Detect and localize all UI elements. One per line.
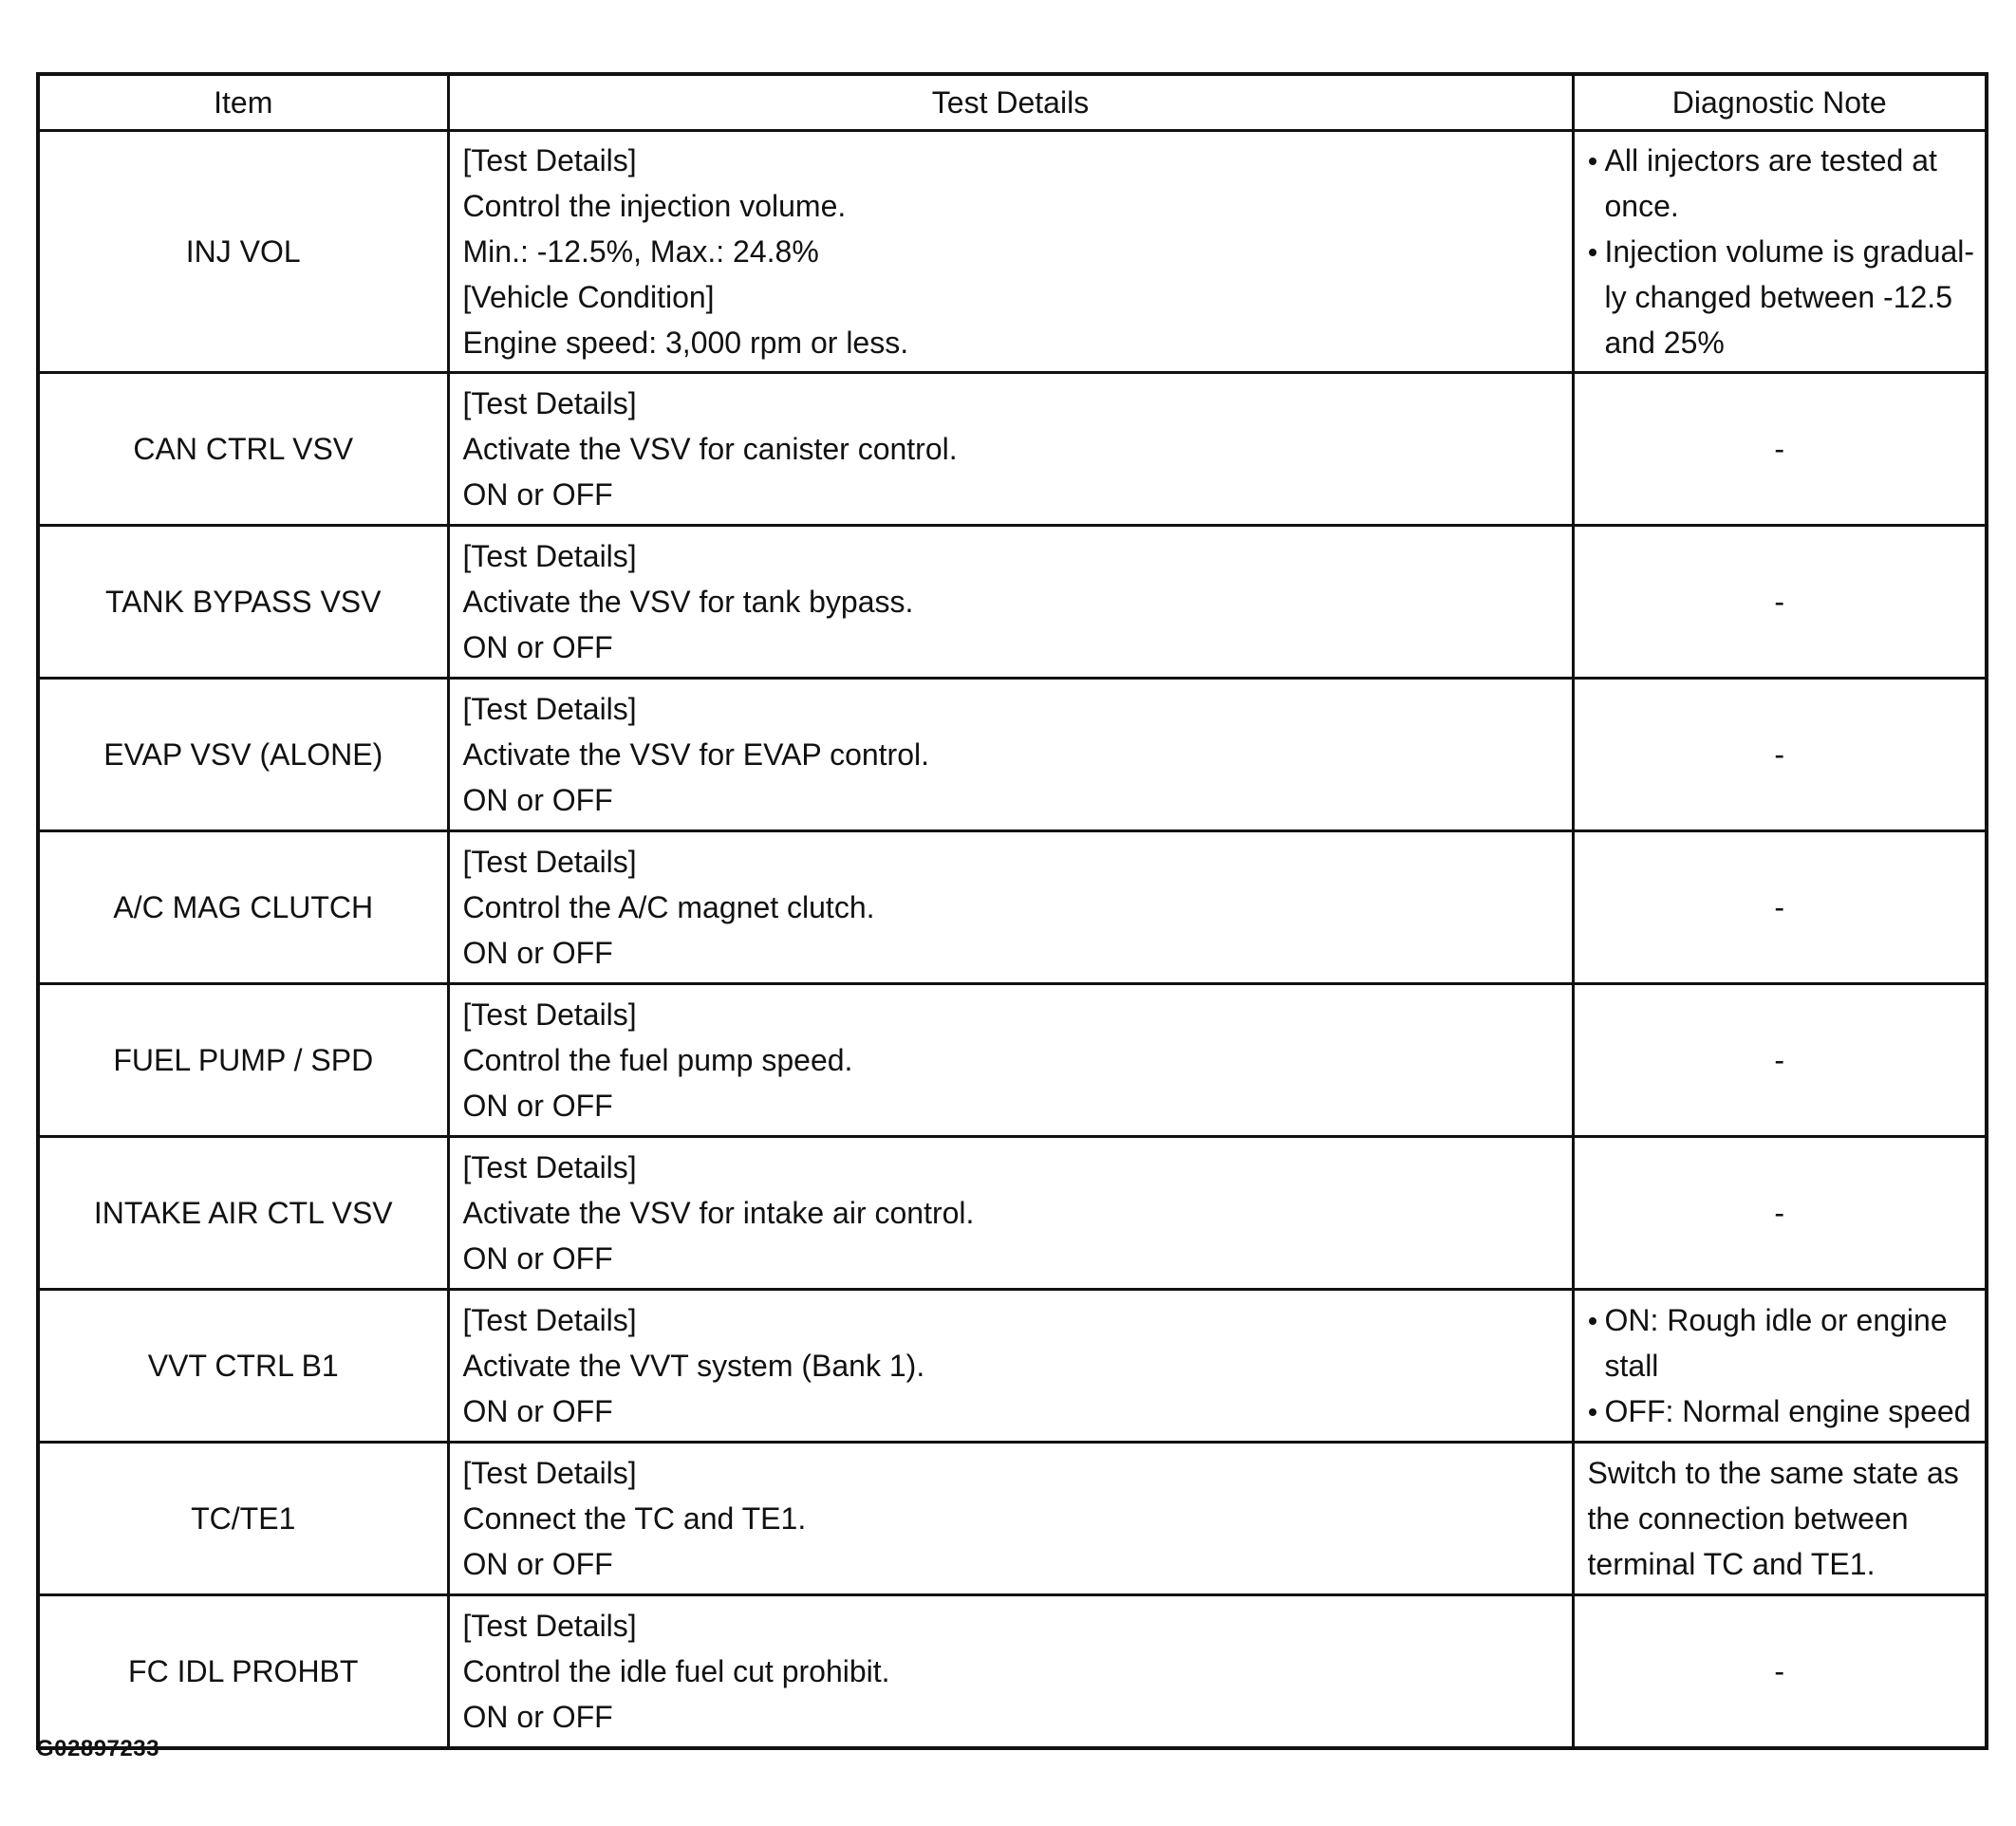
detail-line: ON or OFF [462, 1700, 613, 1734]
note-cell: - [1573, 679, 1987, 831]
detail-line: Engine speed: 3,000 rpm or less. [462, 326, 909, 360]
detail-line: [Test Details] [462, 386, 637, 420]
detail-line: [Test Details] [462, 997, 637, 1032]
details-cell [448, 1137, 1573, 1290]
note-bullet [1588, 1388, 1972, 1434]
detail-line: Activate the VSV for EVAP control. [462, 737, 929, 772]
details-cell [448, 1595, 1573, 1749]
detail-line: Connect the TC and TE1. [462, 1501, 807, 1536]
note-line: the connection between [1587, 1501, 1909, 1536]
note-line: All injectors are tested at [1604, 143, 1937, 177]
header-diagnostic-note: Diagnostic Note [1573, 74, 1987, 131]
details-cell [448, 984, 1573, 1137]
figure-id: G02897233 [36, 1736, 159, 1761]
note-cell: - [1573, 831, 1987, 984]
item-cell: TANK BYPASS VSV [38, 526, 448, 679]
note-line: ON: Rough idle or engine [1604, 1303, 1948, 1337]
detail-line: ON or OFF [462, 630, 613, 664]
active-test-table [36, 72, 1988, 1750]
detail-line: Activate the VVT system (Bank 1). [462, 1349, 925, 1383]
details-cell [448, 373, 1573, 526]
detail-line: ON or OFF [462, 1547, 613, 1581]
item-cell: A/C MAG CLUTCH [38, 831, 448, 984]
table-row [38, 1290, 1987, 1443]
detail-line: [Test Details] [462, 692, 637, 726]
note-bullet [1588, 229, 1975, 365]
table-row [38, 373, 1987, 526]
detail-line: Activate the VSV for tank bypass. [462, 585, 914, 619]
table-header-row [38, 74, 1987, 131]
note-cell [1573, 1290, 1987, 1443]
detail-line: Control the injection volume. [462, 189, 847, 223]
detail-line: [Vehicle Condition] [462, 280, 715, 314]
item-cell: FC IDL PROHBT [38, 1595, 448, 1749]
item-cell: CAN CTRL VSV [38, 373, 448, 526]
detail-line: [Test Details] [462, 143, 637, 177]
item-cell: EVAP VSV (ALONE) [38, 679, 448, 831]
detail-line: Control the fuel pump speed. [462, 1043, 853, 1077]
note-line: terminal TC and TE1. [1587, 1547, 1876, 1581]
note-bullet [1588, 1297, 1972, 1388]
details-cell [448, 831, 1573, 984]
detail-line: Min.: -12.5%, Max.: 24.8% [462, 234, 819, 269]
note-line: ly changed between -12.5 [1604, 280, 1952, 314]
note-cell: - [1573, 526, 1987, 679]
note-line: once. [1604, 189, 1679, 223]
note-line: and 25% [1604, 326, 1725, 360]
table-row [38, 1595, 1987, 1749]
table-row [38, 984, 1987, 1137]
table-row [38, 679, 1987, 831]
table-row [38, 131, 1987, 373]
detail-line: [Test Details] [462, 1150, 637, 1184]
table-row [38, 1443, 1987, 1595]
note-line: OFF: Normal engine speed [1604, 1394, 1971, 1428]
detail-line: [Test Details] [462, 1303, 637, 1337]
item-cell: VVT CTRL B1 [38, 1290, 448, 1443]
note-cell: - [1573, 984, 1987, 1137]
details-cell [448, 131, 1573, 373]
item-cell: FUEL PUMP / SPD [38, 984, 448, 1137]
header-item: Item [38, 74, 448, 131]
detail-line: Control the idle fuel cut prohibit. [462, 1654, 890, 1688]
table-row [38, 831, 1987, 984]
note-line: Injection volume is gradual- [1604, 234, 1975, 269]
item-cell: INTAKE AIR CTL VSV [38, 1137, 448, 1290]
details-cell [448, 526, 1573, 679]
item-cell: INJ VOL [38, 131, 448, 373]
detail-line: ON or OFF [462, 936, 613, 970]
note-cell: - [1573, 373, 1987, 526]
detail-line: Activate the VSV for intake air control. [462, 1196, 975, 1230]
details-cell [448, 1290, 1573, 1443]
note-cell: - [1573, 1595, 1987, 1749]
note-cell [1573, 1443, 1987, 1595]
detail-line: [Test Details] [462, 539, 637, 573]
detail-line: [Test Details] [462, 1456, 637, 1490]
details-cell [448, 679, 1573, 831]
detail-line: ON or OFF [462, 1394, 613, 1428]
table-row [38, 526, 1987, 679]
detail-line: [Test Details] [462, 845, 637, 879]
header-test-details: Test Details [448, 74, 1573, 131]
table-row [38, 1137, 1987, 1290]
detail-line: Activate the VSV for canister control. [462, 432, 958, 466]
detail-line: ON or OFF [462, 1089, 613, 1123]
details-cell [448, 1443, 1573, 1595]
note-bullet [1588, 138, 1972, 229]
note-cell: - [1573, 1137, 1987, 1290]
detail-line: ON or OFF [462, 783, 613, 817]
note-line: stall [1604, 1349, 1659, 1383]
detail-line: Control the A/C magnet clutch. [462, 890, 875, 924]
note-cell [1573, 131, 1987, 373]
detail-line: ON or OFF [462, 477, 613, 512]
detail-line: ON or OFF [462, 1241, 613, 1276]
detail-line: [Test Details] [462, 1609, 637, 1643]
note-line: Switch to the same state as [1587, 1456, 1959, 1490]
item-cell: TC/TE1 [38, 1443, 448, 1595]
